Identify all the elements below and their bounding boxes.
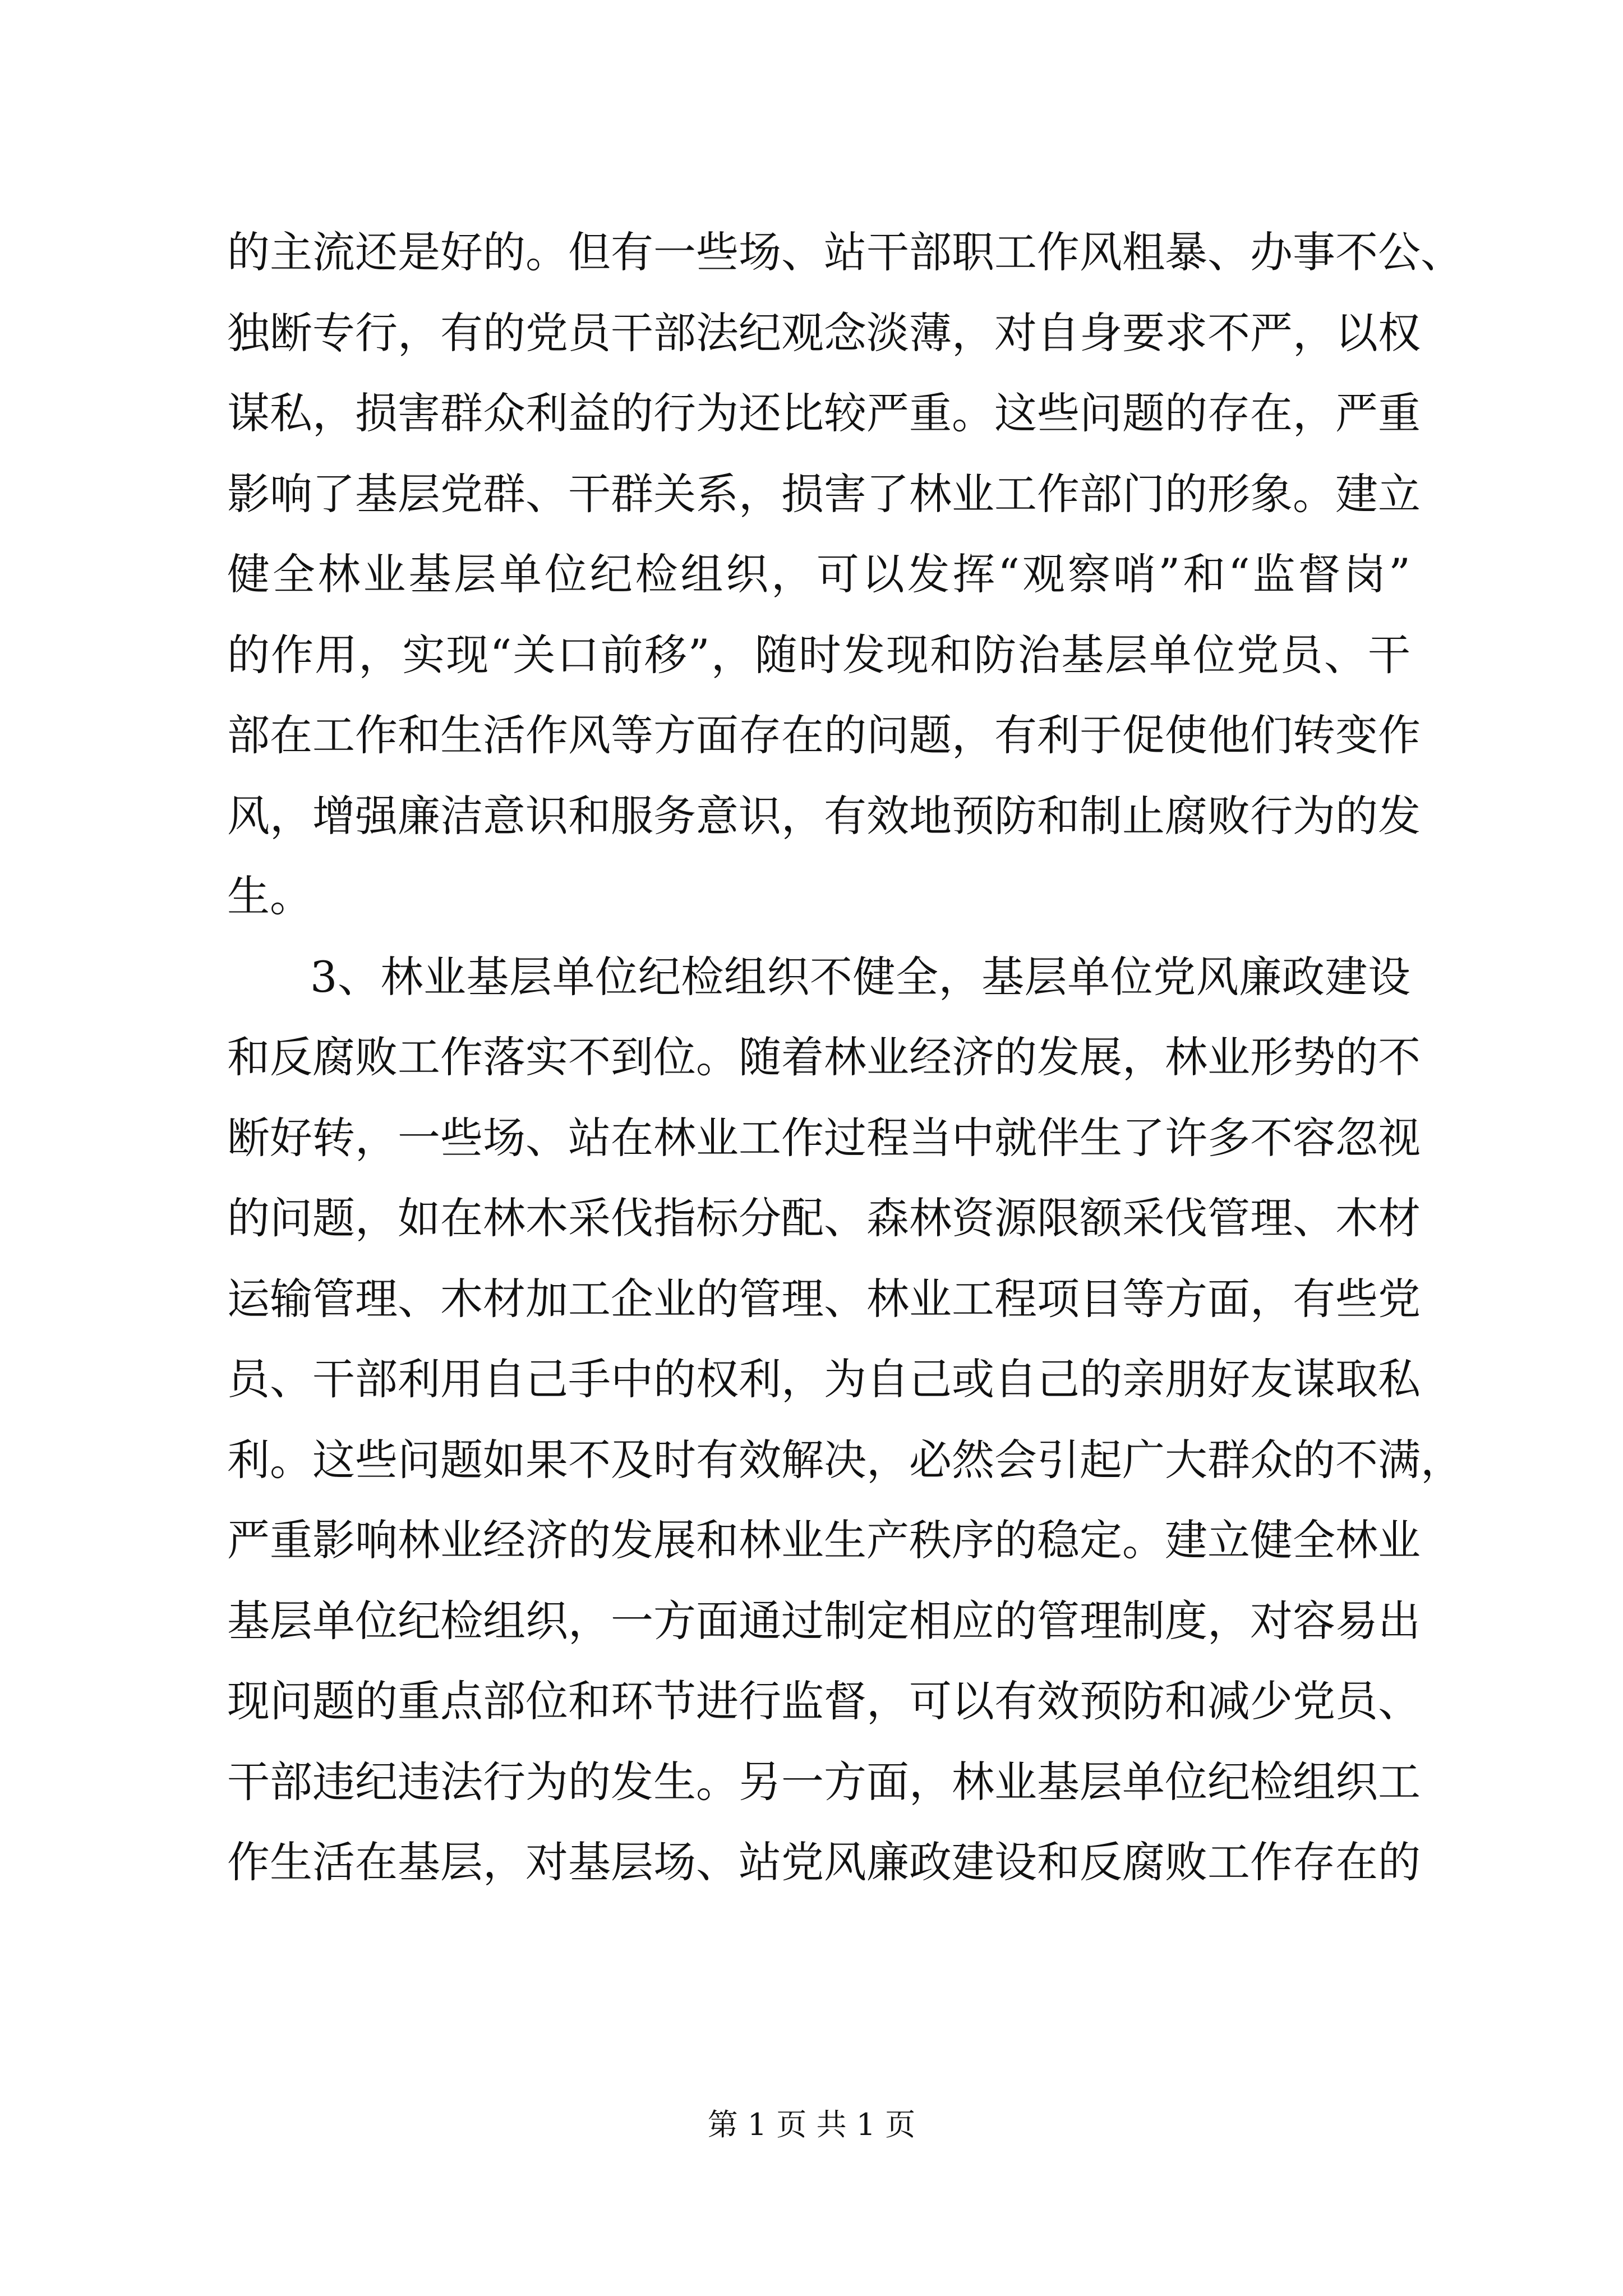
text-line: 现问题的重点部位和环节进行监督，可以有效预防和减少党员、 [227, 1676, 1421, 1726]
text-line: 作生活在基层，对基层场、站党风廉政建设和反腐败工作存在的 [227, 1837, 1421, 1887]
text-line: 严重影响林业经济的发展和林业生产秩序的稳定。建立健全林业 [227, 1515, 1421, 1565]
text-line: 利。这些问题如果不及时有效解决，必然会引起广大群众的不满， [227, 1434, 1463, 1485]
text-line: 的主流还是好的。但有一些场、站干部职工作风粗暴、办事不公、 [227, 227, 1463, 277]
text-line: 风，增强廉洁意识和服务意识，有效地预防和制止腐败行为的发 [227, 790, 1421, 841]
text-line: 员、干部利用自己手中的权利，为自己或自己的亲朋好友谋取私 [227, 1354, 1421, 1404]
text-line: 的问题，如在林木采伐指标分配、森林资源限额采伐管理、木材 [227, 1193, 1421, 1243]
text-line: 的作用，实现“关口前移”，随时发现和防治基层单位党员、干 [227, 629, 1410, 680]
body-text [227, 212, 1463, 1903]
text-line: 独断专行，有的党员干部法纪观念淡薄，对自身要求不严，以权 [227, 307, 1421, 358]
text-line: 干部违纪违法行为的发生。另一方面，林业基层单位纪检组织工 [227, 1756, 1421, 1807]
text-line: 和反腐败工作落实不到位。随着林业经济的发展，林业形势的不 [227, 1032, 1421, 1082]
text-line: 基层单位纪检组织，一方面通过制定相应的管理制度，对容易出 [227, 1595, 1421, 1646]
page-number-footer: 第 1 页 共 1 页 [707, 2107, 916, 2142]
text-line: 谋私，损害群众利益的行为还比较严重。这些问题的存在，严重 [227, 388, 1421, 438]
text-line: 生。 [227, 871, 312, 921]
text-line: 运输管理、木材加工企业的管理、林业工程项目等方面，有些党 [227, 1273, 1421, 1324]
paragraph-first-line: 3、林业基层单位纪检组织不健全，基层单位党风廉政建设 [310, 951, 1410, 1002]
text-line: 影响了基层党群、干群关系，损害了林业工作部门的形象。建立 [227, 468, 1421, 519]
text-line: 部在工作和生活作风等方面存在的问题，有利于促使他们转变作 [227, 710, 1421, 760]
text-line: 健全林业基层单位纪检组织，可以发挥“观察哨”和“监督岗” [227, 549, 1410, 599]
text-line: 断好转，一些场、站在林业工作过程当中就伴生了许多不容忽视 [227, 1112, 1421, 1163]
